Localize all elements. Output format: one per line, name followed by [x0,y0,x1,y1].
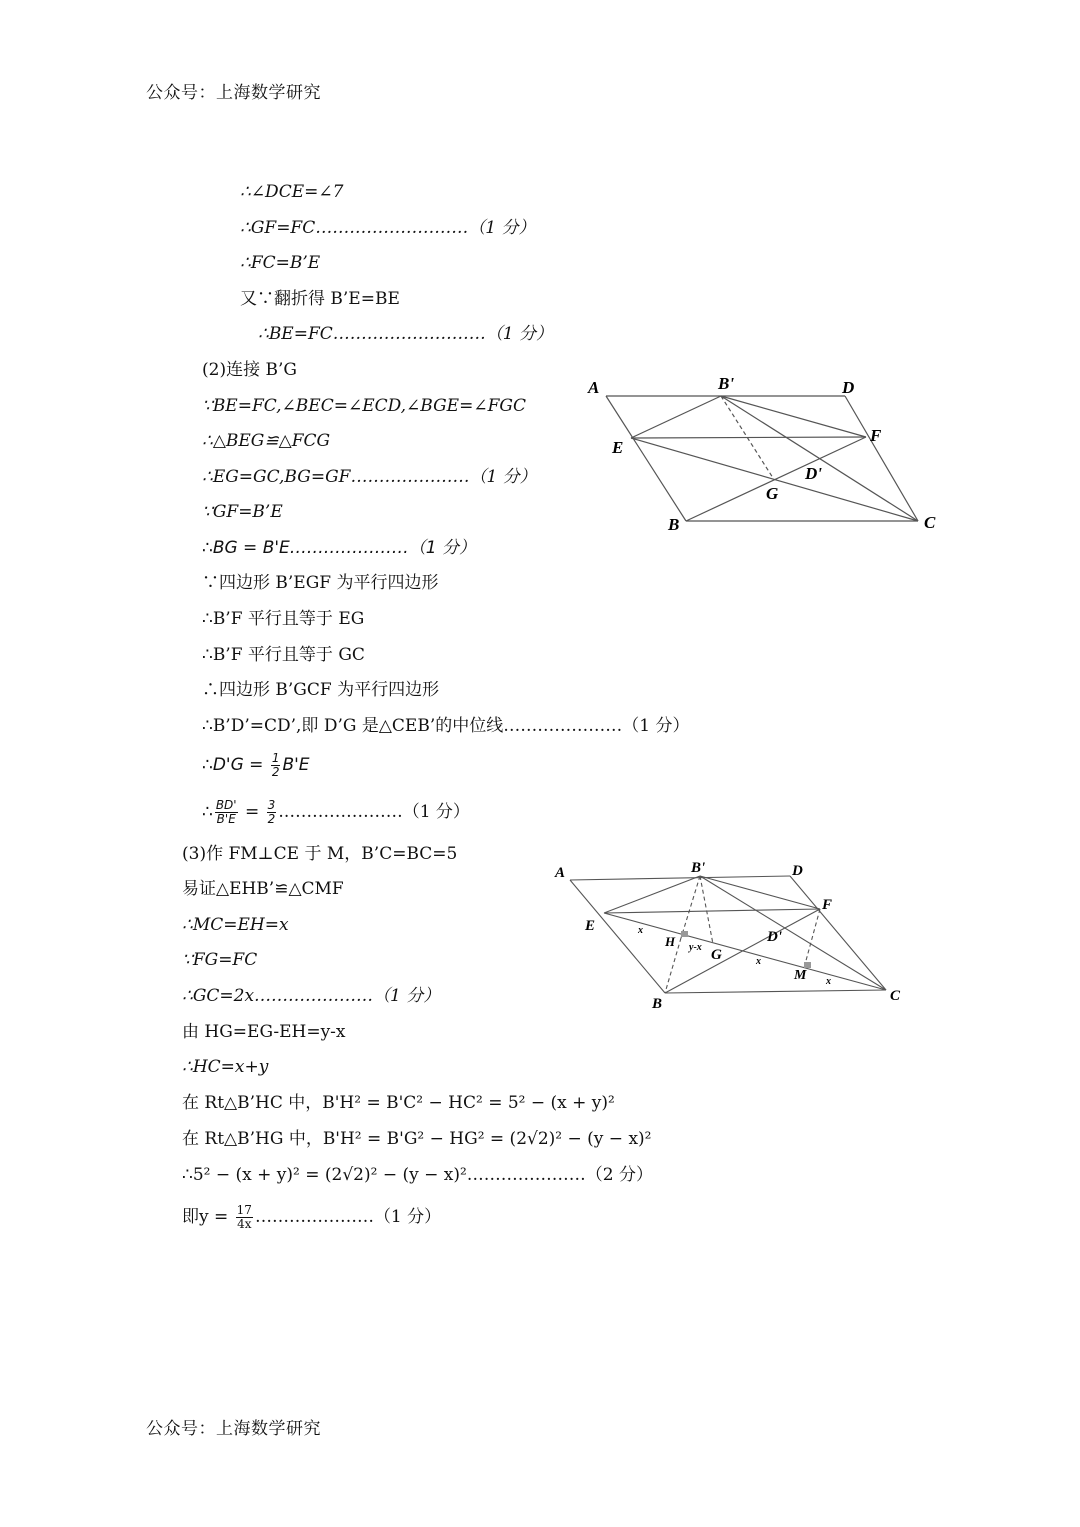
edge-BF [686,437,866,521]
proof-line: ∴EG=GC,BG=GF…………………（1 分） [202,467,537,487]
edge-B'C [700,876,886,990]
proof-line: ∴BG = B'E…………………（1 分） [202,538,477,558]
text-prefix: ∴ [202,802,213,822]
proof-line: 由 HG=EG-EH=y-x [182,1022,346,1042]
label-F: F [822,897,833,913]
numerator: 3 [267,797,276,812]
proof-line: ∴B’F 平行且等于 EG [202,609,365,629]
edge-EC [604,913,886,990]
edge-BC [665,990,886,993]
proof-line: ∴GF=FC………………………（1 分） [240,218,536,238]
numerator: 1 [271,750,280,765]
proof-line: ∴∠DCE=∠7 [240,182,344,202]
segment-label-MC: x [826,976,831,987]
label-G: G [766,484,779,503]
edge-AB [606,396,686,521]
proof-line-fraction [182,1200,441,1234]
proof-line: ∵四边形 B’EGF 为平行四边形 [202,573,439,593]
edge-AB [570,880,665,993]
proof-line: ∴四边形 B’GCF 为平行四边形 [202,680,440,700]
geometry-figure-1 [575,370,945,540]
label-C: C [924,513,936,532]
fraction [236,1204,253,1231]
text-suffix: …………………（1 分） [254,1207,442,1227]
numerator: 17 [236,1203,252,1217]
proof-line: ∴HC=x+y [182,1057,269,1077]
edge-EB' [631,396,721,438]
proof-line: ∵GF=B’E [202,502,283,522]
edge-EF [631,437,866,438]
edge-B'H [681,876,700,938]
denominator: 2 [271,764,280,779]
edge-EF [604,909,820,913]
label-D': D' [767,929,782,945]
label-B': B' [718,374,735,393]
right-angle-marker-H [681,931,688,937]
edge-EB' [604,876,700,913]
equals-sign: = [245,802,260,822]
proof-line: (3)作 FM⊥CE 于 M，B’C=BC=5 [182,844,458,864]
fraction [215,799,238,826]
proof-line: 在 Rt△B’HG 中，B'H² = B'G² − HG² = (2√2)² − (y − x)² [182,1129,652,1149]
proof-line: 又∵翻折得 B’E=BE [240,289,400,309]
segment-label-GM: x [756,956,761,967]
proof-line: ∵BE=FC,∠BEC=∠ECD,∠BGE=∠FGC [202,396,526,416]
label-B: B [652,996,663,1012]
proof-line: (2)连接 B’G [202,360,297,380]
geometry-figure-2 [550,855,910,1015]
denominator: B'E [216,811,236,826]
text-prefix: 即y = [182,1207,234,1227]
proof-line: ∴MC=EH=x [182,915,289,935]
proof-line: 在 Rt△B’HC 中，B'H² = B'C² − HC² = 5² − (x + y)² [182,1093,615,1113]
text-prefix: ∴D'G = [202,755,269,775]
label-C: C [890,988,901,1004]
label-D': D' [805,464,822,483]
label-E: E [585,918,596,934]
label-M: M [794,968,807,983]
proof-line: ∴△BEG≌△FCG [202,431,331,451]
proof-line: 易证△EHB’≌△CMF [182,879,344,899]
segment-label-HG: y-x [689,942,702,953]
edge-DC [845,396,918,521]
label-H: H [665,934,676,949]
text-suffix: .…………………（1 分） [278,802,470,822]
proof-line-fraction [202,750,310,780]
denominator: 2 [267,811,276,826]
numerator: BD' [215,797,237,812]
page-header: 公众号：上海数学研究 [146,83,321,103]
label-B: B [668,515,680,534]
proof-line: ∴B’D’=CD’,即 D’G 是△CEB’的中位线…………………（1 分） [202,716,690,736]
label-D: D [842,378,855,397]
denominator: 4x [237,1217,252,1231]
label-F: F [870,426,882,445]
label-A: A [588,378,600,397]
edge-B'F [721,396,866,437]
proof-line: ∴B’F 平行且等于 GC [202,645,365,665]
label-G: G [711,947,722,963]
segment-label-EH: x [638,925,643,936]
label-A: A [555,865,566,881]
proof-line: ∴BE=FC………………………（1 分） [258,324,553,344]
proof-line: ∴FC=B’E [240,253,321,273]
proof-line-fraction [202,795,470,829]
proof-line: ∵FG=FC [182,950,258,970]
label-B': B' [691,860,706,876]
label-E: E [612,438,624,457]
proof-line: ∴5² − (x + y)² = (2√2)² − (y − x)²…………………（2 分） [182,1165,654,1185]
proof-line: ∴GC=2x…………………（1 分） [182,986,441,1006]
edge-B'G [700,876,713,944]
edge-B'F [700,876,820,909]
label-D: D [792,863,803,879]
edge-AD [570,876,790,880]
fraction [267,799,277,826]
edge-FM [804,909,820,968]
text-suffix: B'E [282,755,310,775]
fraction [271,752,281,779]
page-footer: 公众号：上海数学研究 [146,1419,321,1439]
